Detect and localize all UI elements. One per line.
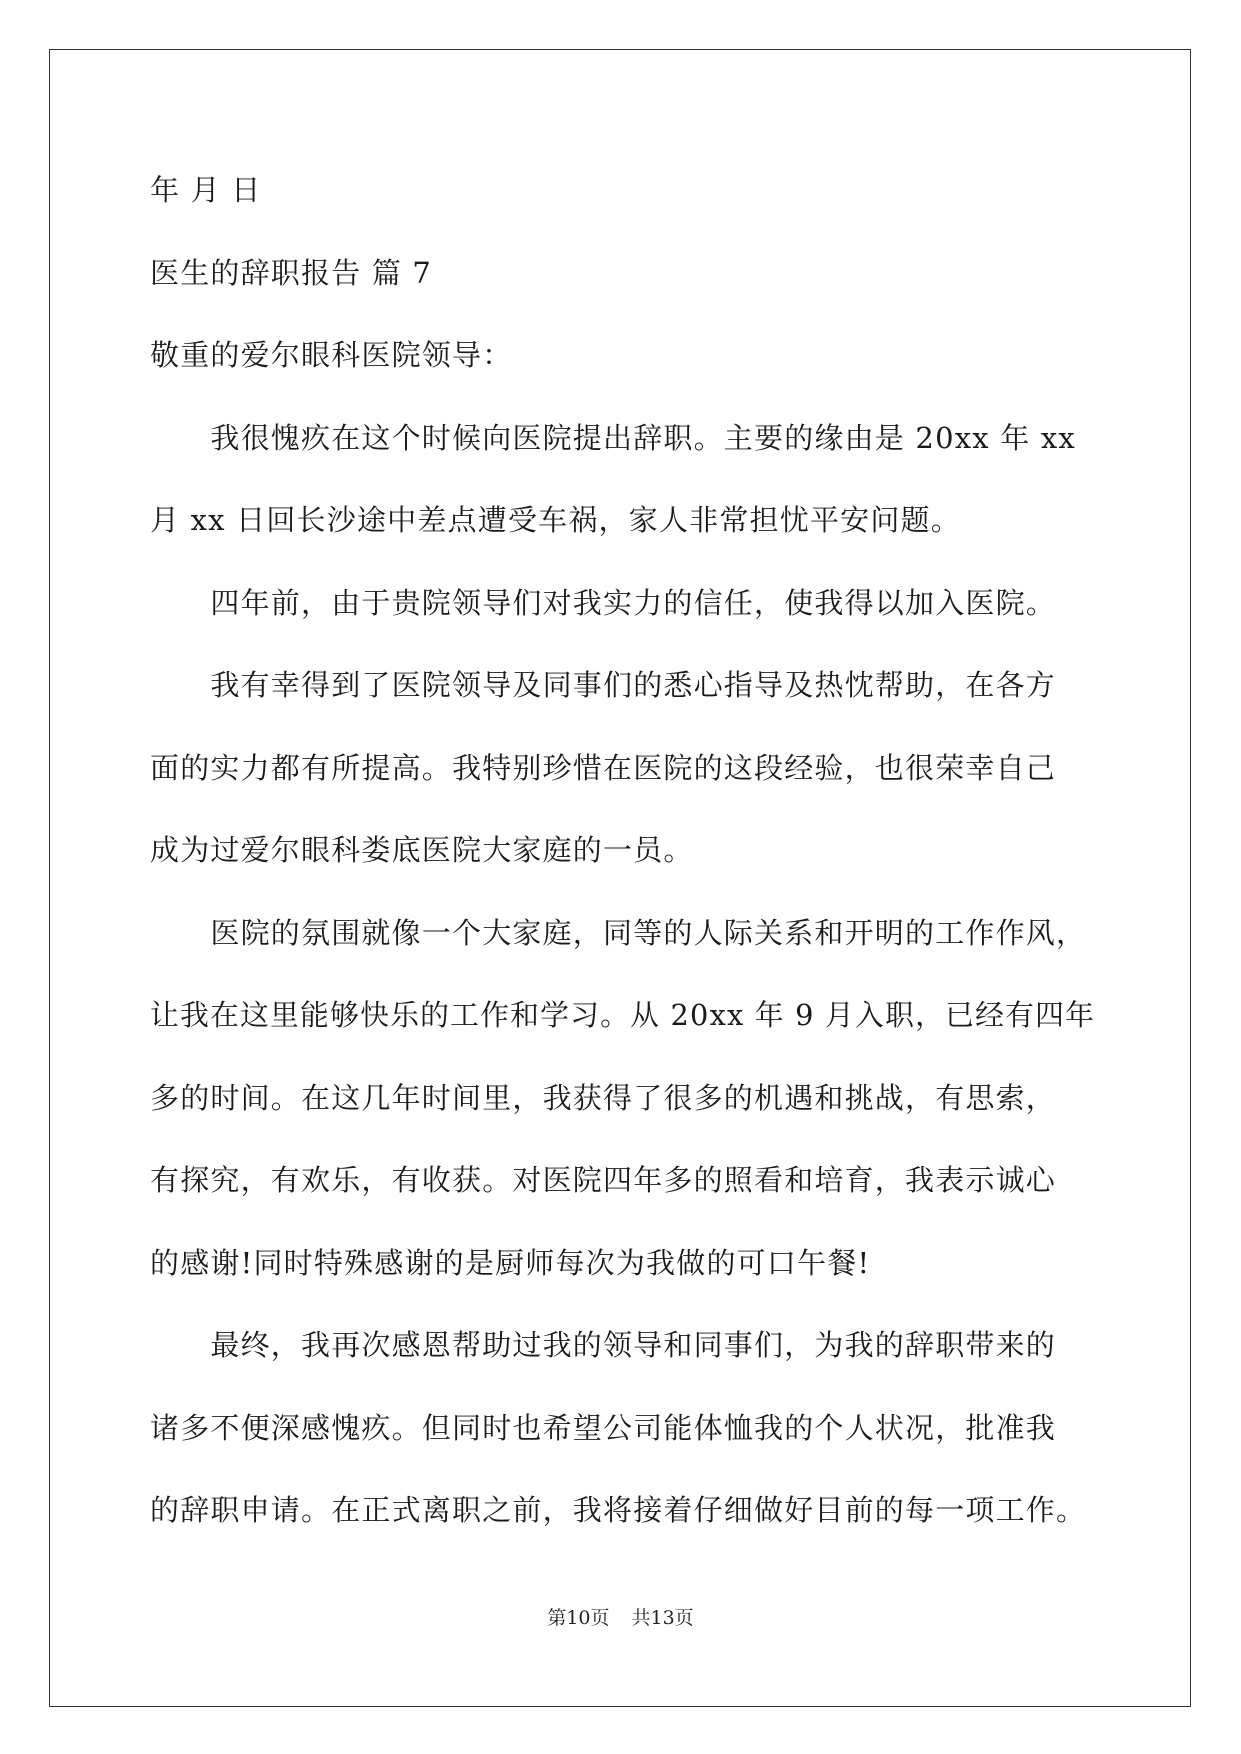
page-border	[49, 49, 1191, 1707]
date-line: 年 月 日	[150, 173, 262, 207]
document-title: 医生的辞职报告 篇 7	[150, 256, 433, 290]
paragraph-line: 四年前，由于贵院领导们对我实力的信任，使我得以加入医院。	[150, 586, 1057, 620]
paragraph-line: 月 xx 日回长沙途中差点遭受车祸，家人非常担忧平安问题。	[150, 503, 961, 537]
paragraph-line: 让我在这里能够快乐的工作和学习。从 20xx 年 9 月入职，已经有四年	[150, 998, 1096, 1032]
paragraph-line: 多的时间。在这几年时间里，我获得了很多的机遇和挑战，有思索，	[150, 1081, 1057, 1115]
page-total: 共13页	[631, 1607, 694, 1629]
paragraph-line: 面的实力都有所提高。我特别珍惜在医院的这段经验，也很荣幸自己	[150, 751, 1057, 785]
page-footer	[0, 1603, 1241, 1630]
salutation: 敬重的爱尔眼科医院领导：	[150, 338, 513, 372]
paragraph-line: 成为过爱尔眼科娄底医院大家庭的一员。	[150, 833, 694, 867]
paragraph-line: 有探究，有欢乐，有收获。对医院四年多的照看和培育，我表示诚心	[150, 1163, 1057, 1197]
paragraph-line: 医院的氛围就像一个大家庭，同等的人际关系和开明的工作作风，	[150, 916, 1087, 950]
paragraph-line: 的感谢!同时特殊感谢的是厨师每次为我做的可口午餐!	[150, 1246, 871, 1280]
paragraph-line: 我有幸得到了医院领导及同事们的悉心指导及热忱帮助，在各方	[150, 668, 1057, 702]
paragraph-line: 的辞职申请。在正式离职之前，我将接着仔细做好目前的每一项工作。	[150, 1493, 1087, 1527]
page-number: 第10页	[547, 1607, 610, 1629]
paragraph-line: 最终，我再次感恩帮助过我的领导和同事们，为我的辞职带来的	[150, 1328, 1057, 1362]
paragraph-line: 诸多不便深感愧疚。但同时也希望公司能体恤我的个人状况，批准我	[150, 1411, 1057, 1445]
paragraph-line: 我很愧疚在这个时候向医院提出辞职。主要的缘由是 20xx 年 xx	[150, 421, 1076, 455]
